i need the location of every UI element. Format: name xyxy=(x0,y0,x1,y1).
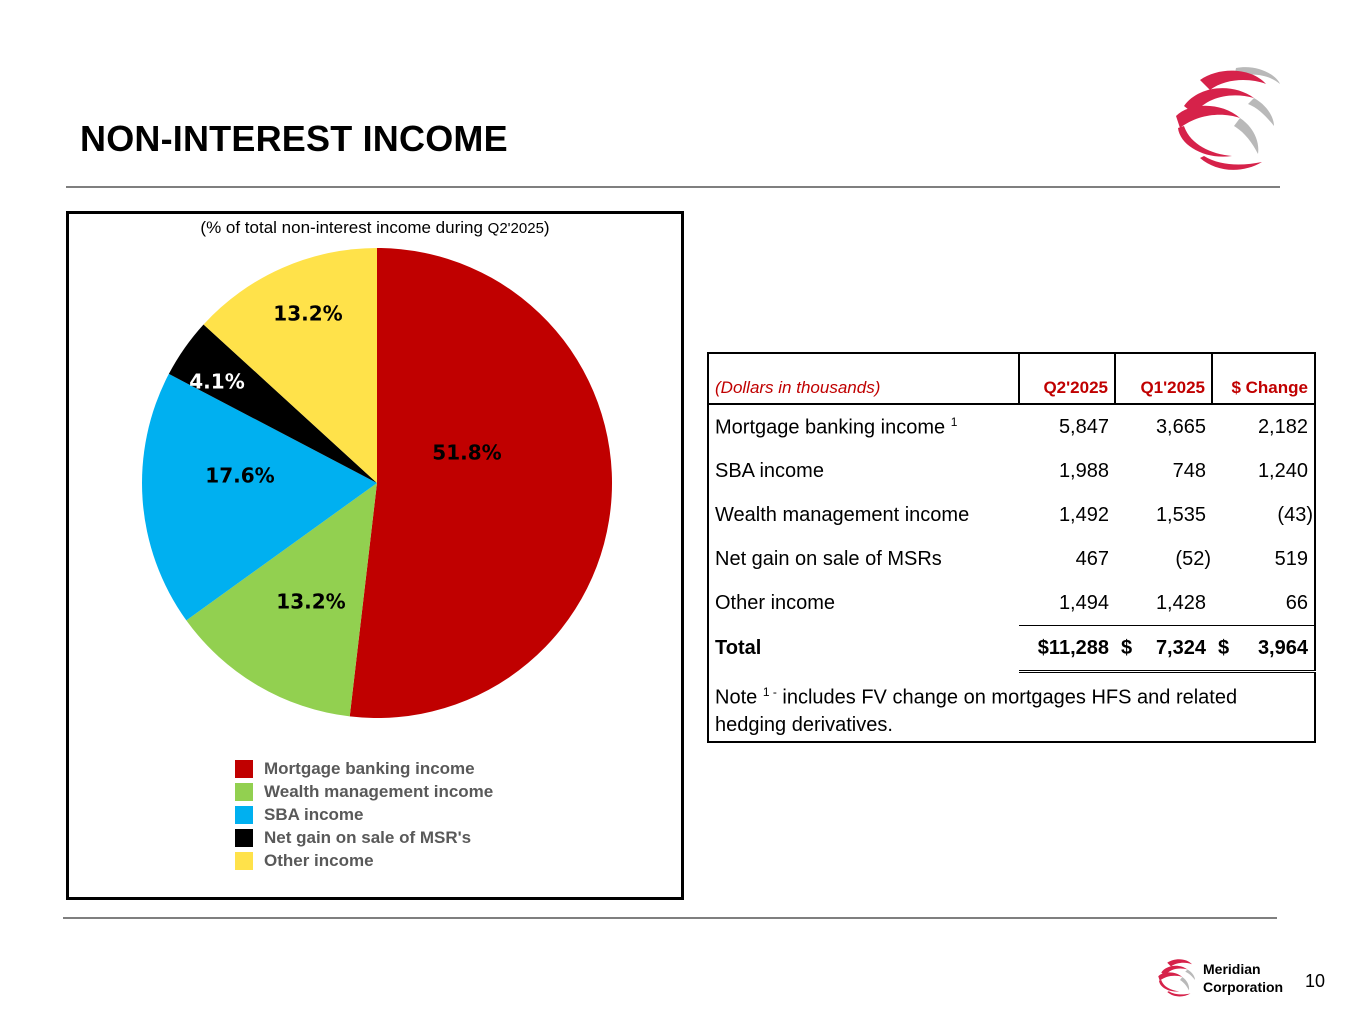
column-header-q1: Q1'2025 xyxy=(1115,353,1212,404)
pie-chart-panel xyxy=(66,211,684,900)
legend-swatch xyxy=(235,806,253,824)
cell-change: (43) xyxy=(1277,503,1313,526)
header-divider xyxy=(66,186,1280,188)
legend-item xyxy=(235,826,493,849)
cell-q1: (52) xyxy=(1175,547,1211,570)
total-q2: $11,288 xyxy=(1019,626,1115,672)
legend-item xyxy=(235,804,493,827)
row-label: Wealth management income xyxy=(715,503,970,526)
cell-change: 519 xyxy=(1274,547,1308,570)
cell-change: 2,182 xyxy=(1257,415,1308,438)
cell-q1: 1,428 xyxy=(1115,581,1212,626)
chart-title-period: Q2'2025 xyxy=(487,220,544,237)
row-label: Other income xyxy=(715,591,836,614)
cell-q2: 5,847 xyxy=(1058,415,1109,438)
legend-swatch xyxy=(235,852,253,870)
cell-q1: 1,535 xyxy=(1155,503,1206,526)
company-logo-icon xyxy=(1170,62,1282,174)
footnote-marker: 1 xyxy=(950,414,958,429)
note-text: includes FV change on mortgages HFS and related hedging derivatives. xyxy=(715,686,1238,736)
slice-label-other: 13.2% xyxy=(273,301,343,326)
cell-q2: 1,492 xyxy=(1058,503,1109,526)
pie-slice-mortgage xyxy=(350,248,612,718)
legend-label: Wealth management income xyxy=(264,782,494,802)
cell-q1: 748 xyxy=(1172,459,1206,482)
footer-company-name xyxy=(1203,960,1283,996)
slice-label-sba: 17.6% xyxy=(205,463,275,488)
footer-logo-icon xyxy=(1156,956,1198,998)
row-label-text: Mortgage banking income xyxy=(715,416,946,439)
legend-label: Net gain on sale of MSR's xyxy=(264,827,472,847)
legend-label: SBA income xyxy=(264,804,364,824)
legend-item xyxy=(235,781,493,804)
cell-q2: 1,988 xyxy=(1058,459,1109,482)
non-interest-income-table xyxy=(707,352,1316,743)
table-caption: (Dollars in thousands) xyxy=(708,353,1019,404)
table-row xyxy=(708,581,1315,626)
cell-q2: 467 xyxy=(1075,547,1109,570)
total-change xyxy=(1212,626,1315,672)
total-change-value: 3,964 xyxy=(1257,636,1308,659)
chart-legend xyxy=(235,758,493,872)
total-label: Total xyxy=(715,637,762,659)
legend-swatch xyxy=(235,760,253,778)
legend-swatch xyxy=(235,829,253,847)
table-row xyxy=(708,404,1315,449)
chart-title-suffix: ) xyxy=(543,218,550,237)
currency-symbol: $ xyxy=(1218,636,1230,659)
footer-divider xyxy=(63,917,1277,919)
cell-change: 1,240 xyxy=(1257,459,1308,482)
slice-label-mortgage: 51.8% xyxy=(432,440,502,465)
slice-label-msr: 4.1% xyxy=(189,369,245,394)
table-total-row xyxy=(708,626,1315,672)
row-label xyxy=(708,404,1019,449)
row-label: Net gain on sale of MSRs xyxy=(715,547,942,570)
table-header-row xyxy=(708,353,1315,404)
footnote-marker: 1 - xyxy=(762,685,777,699)
page-number: 10 xyxy=(1305,971,1326,991)
slice-label-wealth: 13.2% xyxy=(276,589,346,614)
chart-title-prefix: (% of total non-interest income during xyxy=(200,218,488,237)
legend-label: Mortgage banking income xyxy=(264,759,475,779)
legend-swatch xyxy=(235,783,253,801)
table-row xyxy=(708,537,1315,581)
column-header-q2: Q2'2025 xyxy=(1019,353,1115,404)
table-note-row xyxy=(708,672,1315,742)
row-label: SBA income xyxy=(715,459,824,482)
page-title: NON-INTEREST INCOME xyxy=(80,118,508,159)
column-header-change: $ Change xyxy=(1212,353,1315,404)
cell-change: 66 xyxy=(1212,581,1315,626)
table-row xyxy=(708,449,1315,493)
total-q1-value: 7,324 xyxy=(1155,636,1206,659)
table-footnote xyxy=(708,672,1315,742)
note-prefix: Note xyxy=(715,686,758,709)
table-row xyxy=(708,493,1315,537)
total-q1 xyxy=(1115,626,1212,672)
legend-label: Other income xyxy=(264,850,374,870)
legend-item xyxy=(235,849,493,872)
cell-q1: 3,665 xyxy=(1155,415,1206,438)
legend-item xyxy=(235,758,493,781)
company-name-line2: Corporation xyxy=(1203,979,1284,995)
company-name-line1: Meridian xyxy=(1203,961,1261,977)
cell-q2: 1,494 xyxy=(1019,581,1115,626)
currency-symbol: $ xyxy=(1121,636,1133,659)
